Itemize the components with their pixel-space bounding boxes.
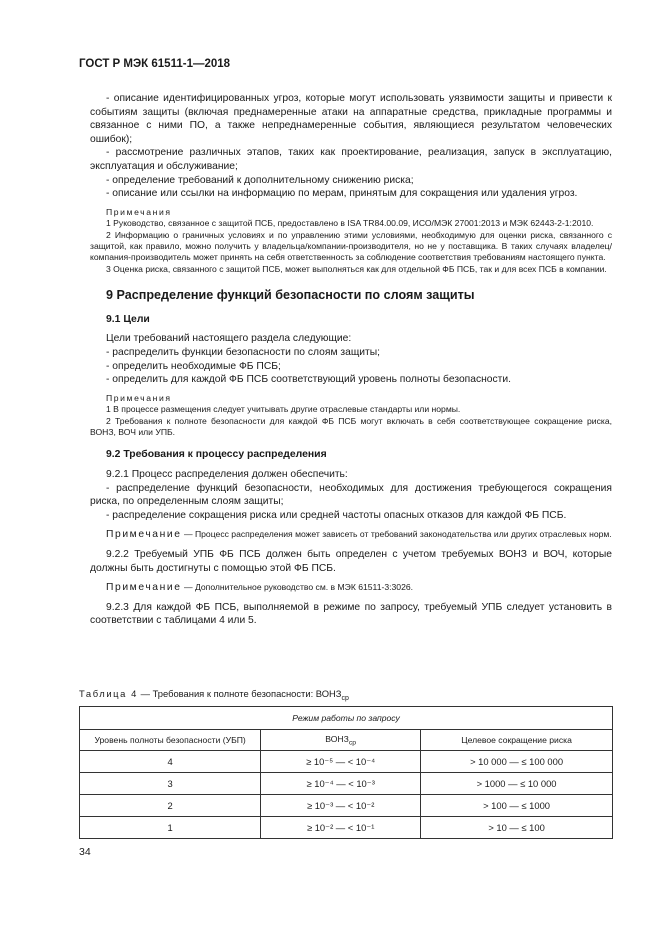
list-item: - определить необходимые ФБ ПСБ; (106, 360, 281, 372)
paragraph: 9.2.2 Требуемый УПБ ФБ ПСБ должен быть определен с учетом требуемых ВОНЗ и ВОЧ, которые должны быть достигнуты с помощью этой ФБ ПСБ. (90, 548, 612, 574)
table-row (80, 817, 613, 839)
running-header: ГОСТ Р МЭК 61511-1—2018 (79, 58, 231, 70)
note-paragraph (90, 528, 612, 542)
table-row (80, 751, 613, 773)
list-item: - распределение функций безопасности, необходимых для достижения требующегося сокращения риска, по определенным слоям защиты; (90, 482, 612, 508)
table-header-cell: Целевое сокращение риска (421, 730, 613, 751)
table-mode-header: Режим работы по запросу (80, 707, 613, 730)
list-item: - определить для каждой ФБ ПСБ соответствующий уровень полноты безопасности. (106, 374, 512, 386)
paragraph: 9.2.1 Процесс распределения должен обеспечить: (106, 468, 348, 480)
table-row (80, 795, 613, 817)
note-item: 1 В процессе размещения следует учитывать другие отраслевые стандарты или нормы. (106, 404, 461, 415)
table-cell: > 1000 — ≤ 10 000 (421, 773, 613, 795)
table-cell: ≥ 10⁻³ — < 10⁻² (261, 795, 421, 817)
table-row (80, 773, 613, 795)
note-label: Примечание (106, 529, 182, 541)
table-cell: 2 (80, 795, 261, 817)
list-item: - определение требований к дополнительному снижению риска; (106, 174, 414, 186)
list-item: - рассмотрение различных этапов, таких как проектирование, реализация, запуск в эксплуатацию, эксплуатация и обслуживание; (90, 147, 612, 172)
note-item: 1 Руководство, связанное с защитой ПСБ, предоставлено в ISA TR84.00.09, ИСО/МЭК 27001:2013 и МЭК 62443-2-1:2010. (106, 218, 594, 229)
table-cell: ≥ 10⁻⁵ — < 10⁻⁴ (261, 751, 421, 773)
paragraph: 9.2.3 Для каждой ФБ ПСБ, выполняемой в режиме по запросу, требуемый УПБ следует установить в соответствии с таблицами 4 или 5. (90, 601, 612, 627)
table-cell: ≥ 10⁻⁴ — < 10⁻³ (261, 773, 421, 795)
notes-label: Примечания (106, 206, 172, 217)
table-cell: ≥ 10⁻² — < 10⁻¹ (261, 817, 421, 839)
table-cell: 1 (80, 817, 261, 839)
notes-block (90, 207, 612, 275)
note-item: 2 Информацию о граничных условиях и по управлению этими условиями, необходимую для оценки риска, связанного с защитой, как правило, можно получить у владельца/компании-производителя, но не у поставщика. В таких случаях владелец/компания-производитель может принять на себя ответственность за соблюдение соответствия требованиям настоящего пункта. (90, 229, 612, 263)
table-cell: > 10 000 — ≤ 100 000 (421, 751, 613, 773)
section-heading: 9 Распределение функций безопасности по слоям защиты (106, 288, 475, 303)
table-header-cell: $ВОНЗ_{ср}$ (261, 730, 421, 751)
table-caption-subscript: ср (341, 694, 349, 702)
table-caption-text: — Требования к полноте безопасности: ВОНЗ (137, 688, 342, 699)
paragraph: Цели требований настоящего раздела следующие: (106, 333, 352, 345)
table-caption-label: Таблица 4 (79, 688, 138, 699)
list-item: - распределение сокращения риска или средней частоты опасных отказов для каждой ФБ ПСБ. (106, 509, 567, 521)
note-label: Примечание (106, 582, 182, 594)
table-cell: 4 (80, 751, 261, 773)
note-item: 3 Оценка риска, связанного с защитой ПСБ, может выполняться как для отдельной ФБ ПСБ, так и для всех ПСБ в компании. (106, 263, 607, 274)
page-body (90, 92, 612, 628)
table-cell: > 10 — ≤ 100 (421, 817, 613, 839)
note-item: 2 Требования к полноте безопасности для каждой ФБ ПСБ могут включать в себя соответствующее сокращение риска, ВОНЗ, ВОЧ или УПБ. (90, 415, 612, 437)
subsection-heading: 9.2 Требования к процессу распределения (106, 449, 327, 461)
table-cell: 3 (80, 773, 261, 795)
table-cell: > 100 — ≤ 1000 (421, 795, 613, 817)
page-number: 34 (79, 846, 91, 858)
sil-table (79, 706, 613, 839)
table-header-cell: Уровень полноты безопасности (УБП) (80, 730, 261, 751)
list-item: - распределить функции безопасности по слоям защиты; (106, 346, 381, 358)
note-text: — Процесс распределения может зависеть от требований законодательства или других отраслевых норм. (181, 529, 612, 540)
list-item: - описание или ссылки на информацию по мерам, принятым для сокращения или удаления угроз. (106, 188, 578, 200)
note-paragraph (90, 581, 612, 595)
notes-block (90, 393, 612, 439)
table-caption (79, 688, 349, 702)
subsection-heading: 9.1 Цели (106, 313, 150, 325)
list-item: - описание идентифицированных угроз, которые могут использовать уязвимости защиты и привести к событиям защиты (включая преднамеренные атаки на аппаратные средства, прикладные программы и связанное с ними ПО, а также непреднамеренные события, являющиеся результатом человеческих ошибок); (90, 93, 612, 145)
notes-label: Примечания (106, 392, 172, 403)
note-text: — Дополнительное руководство см. в МЭК 61511-3:3026. (181, 582, 414, 593)
